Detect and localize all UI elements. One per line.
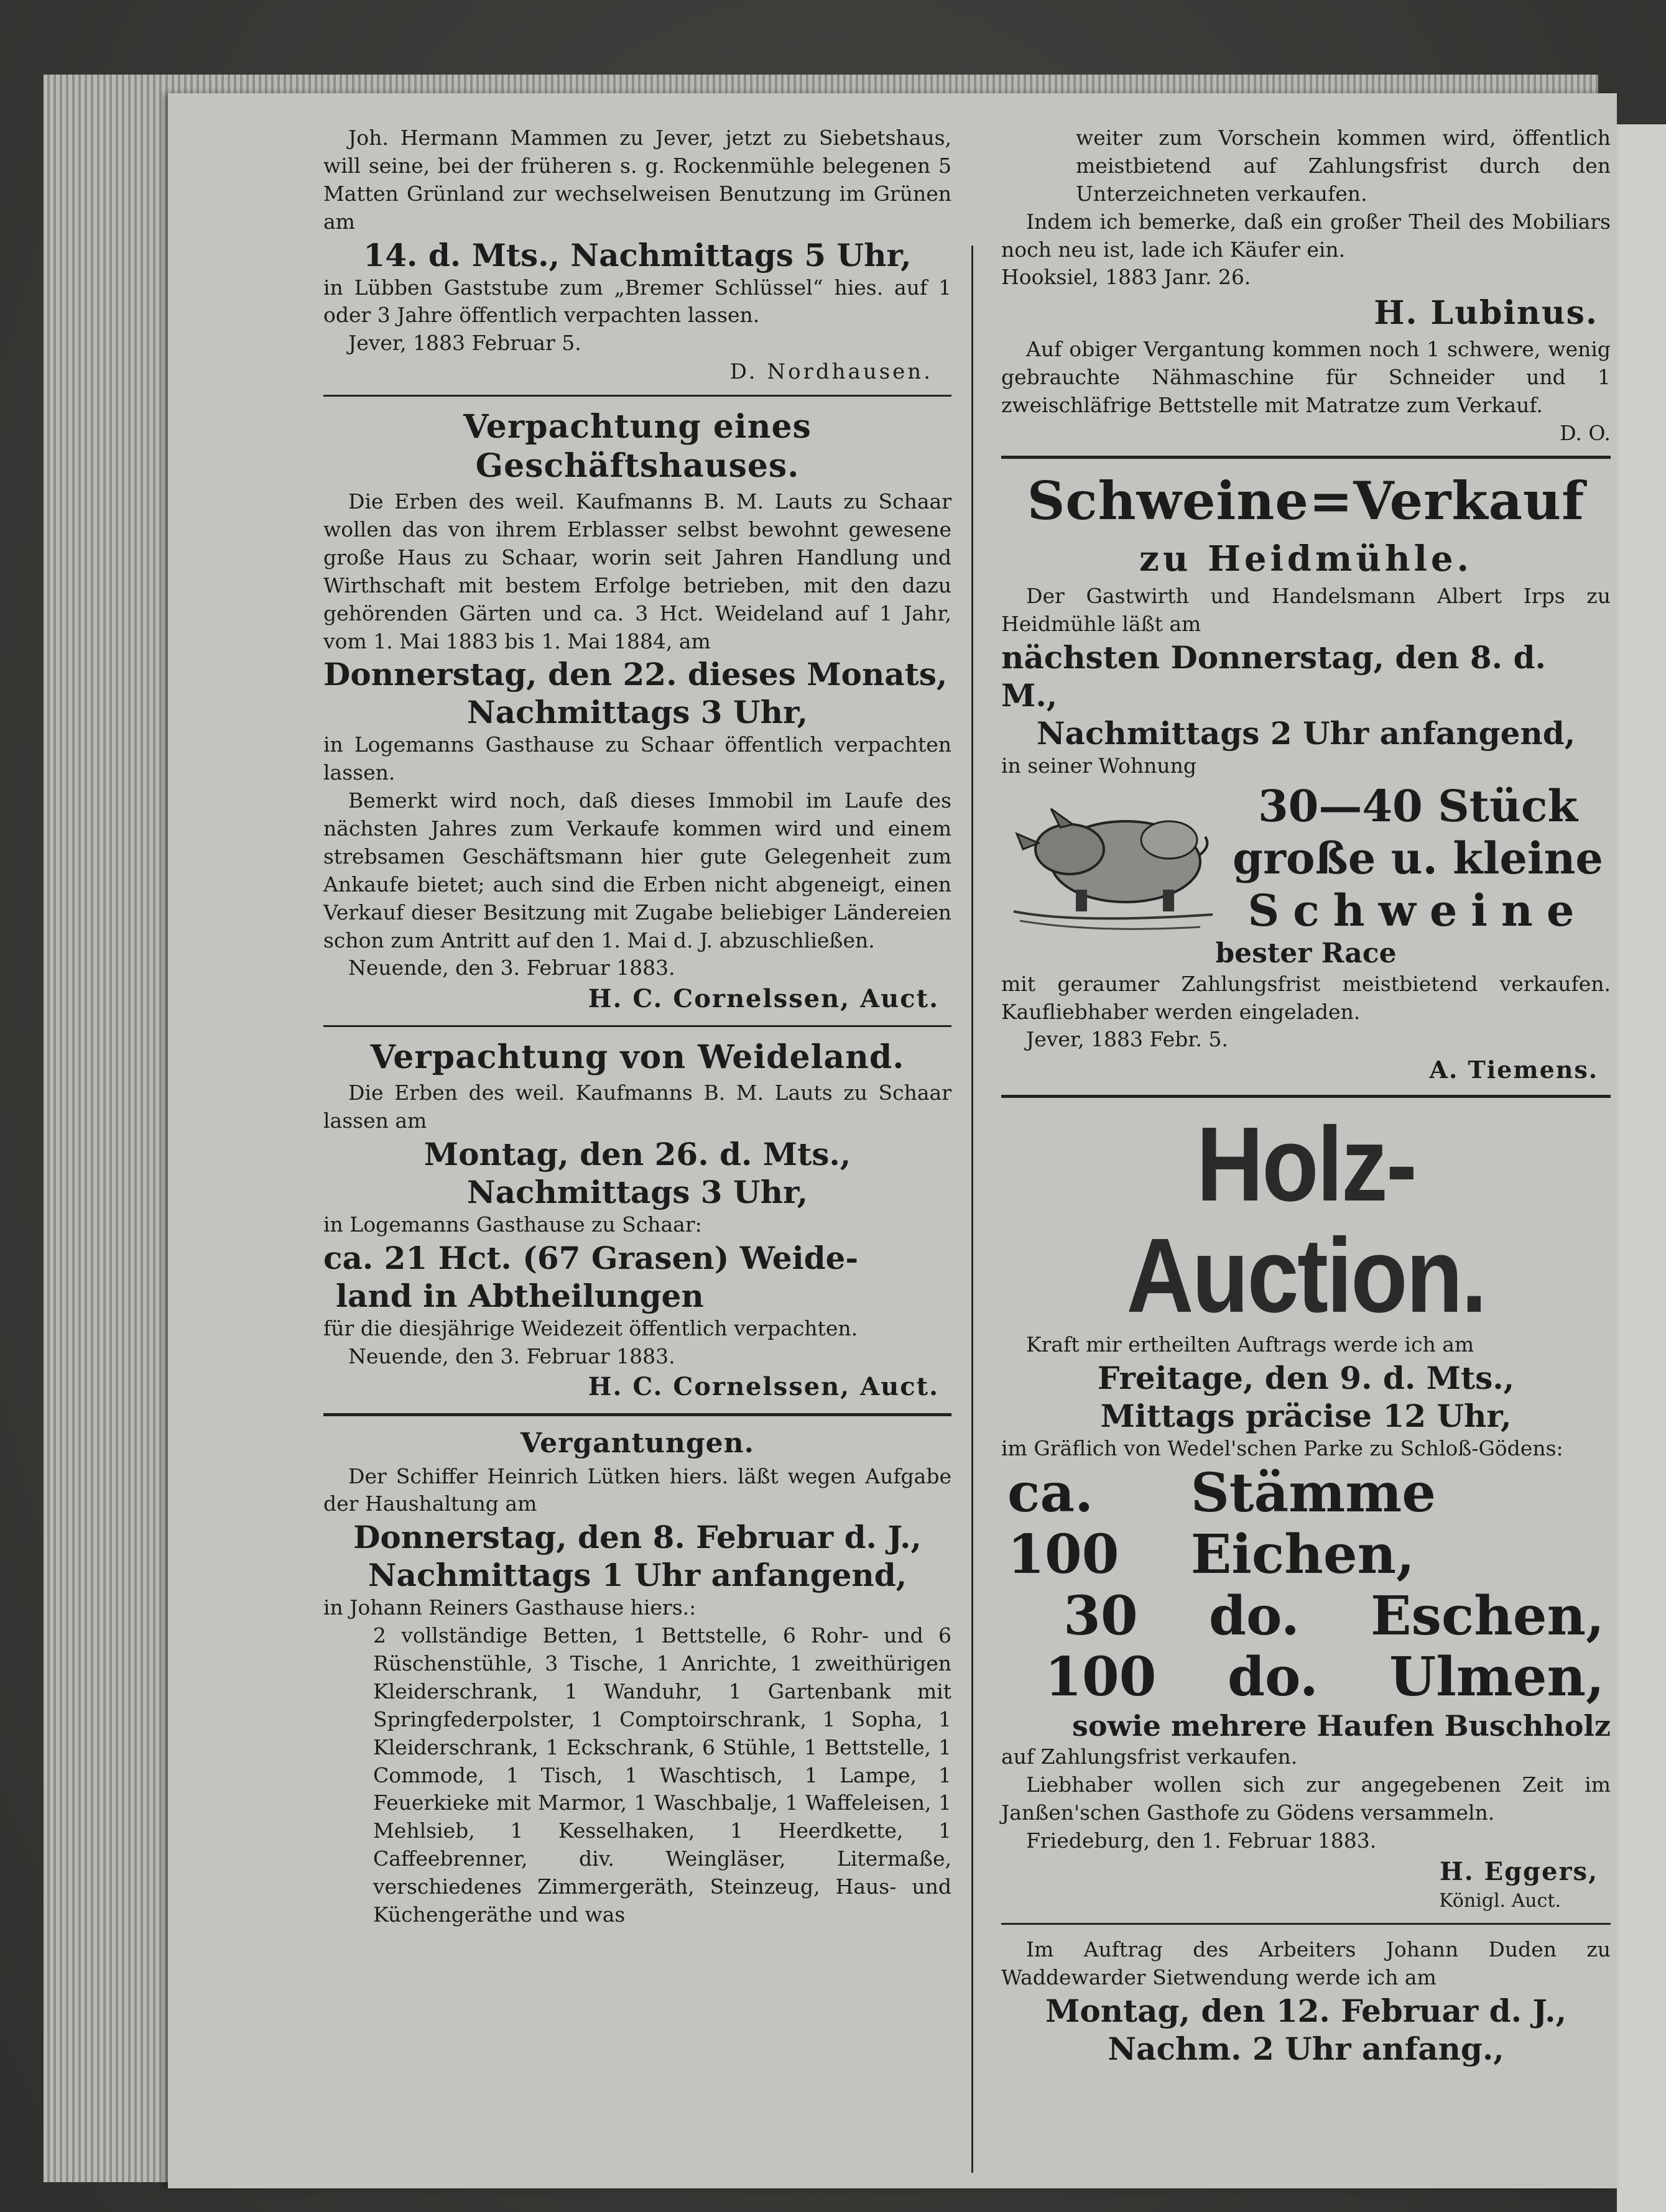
separator (323, 1025, 951, 1027)
tree-ditto: do. (1208, 1584, 1300, 1647)
ad-signature: A. Tiemens. (1429, 1056, 1598, 1084)
ad-date-line: Freitage, den 9. d. Mts., (1097, 1359, 1515, 1396)
ad-race: bester Race (1215, 938, 1397, 970)
ad-date-line: nächsten Donnerstag, den 8. d. M., (1001, 639, 1546, 714)
ad-text: mit geraumer Zahlungsfrist meistbietend verkaufen. Kaufliebhaber werden eingeladen. (1001, 971, 1611, 1024)
ad-initials: D. O. (1560, 420, 1611, 445)
ad-place-date: Jever, 1883 Febr. 5. (1026, 1027, 1228, 1052)
ad-item-line: ca. 21 Hct. (67 Grasen) Weide- (323, 1239, 859, 1276)
tree-ditto: do. (1227, 1646, 1318, 1709)
ad-schweine (1001, 470, 1611, 1086)
ad-place-date: Friedeburg, den 1. Februar 1883. (1026, 1828, 1377, 1853)
ad-text: Kraft mir ertheilten Auftrags werde ich am (1026, 1332, 1474, 1357)
ad-signature: H. C. Cornelssen, Auct. (588, 1372, 939, 1402)
offer-item: Schweine (1247, 885, 1588, 937)
separator (323, 395, 951, 397)
ad-mammen (323, 124, 951, 386)
ad-text: Bemerkt wird noch, daß dieses Immobil im Laufe des nächsten Jahres zum Verkaufe kommen wird und einem strebsamen Geschäftsmann hier gute Gelegenheit zum Ankaufe bietet; auch sind die Erben nicht abgeneigt, einen Verkauf dieser Besitzung mit Zugabe beliebiger Ländereien schon zum Antritt auf den 1. Mai d. J. abzuschließen. (323, 788, 951, 952)
ad-date-line: Montag, den 26. d. Mts., (423, 1135, 851, 1173)
tree-quantity: 30 (1063, 1584, 1138, 1647)
separator (1001, 456, 1611, 459)
tree-quantity: 100 (1045, 1646, 1157, 1709)
pig-offer-text (1225, 780, 1611, 937)
ad-items: 2 vollständige Betten, 1 Bettstelle, 6 Rohr- und 6 Rüschenstühle, 3 Tische, 1 Anrichte, 1 zweithürigen Kleiderschrank, 1 Wanduhr, 1 Gartenbank mit Springfederpolster, 1 Comptoirschrank, 1 Sopha, 1 Kleiderschrank, 1 Eckschrank, 6 Stühle, 1 Bettstelle, 1 Commode, 1 Tisch, 1 Waschtisch, 1 Lampe, 1 Feuerkieke mit Marmor, 1 Waschbalje, 1 Waffeleisen, 1 Mehlsieb, 1 Kesselhaken, 1 Heerdkette, 1 Caffeebrenner, div. Weingläser, Litermaße, verschiedenes Zimmergeräth, Steinzeug, Haus- und Küchengeräthe und was (373, 1623, 951, 1927)
ad-subheading: zu Heidmühle. (1139, 538, 1473, 580)
pig-illustration (1001, 781, 1225, 936)
ad-text: in Logemanns Gasthause zu Schaar öffentlich verpachten lassen. (323, 732, 951, 785)
ad-signature: H. C. Cornelssen, Auct. (588, 984, 939, 1014)
ad-text: Indem ich bemerke, daß ein großer Theil des Mobiliars noch neu ist, lade ich Käufer ein. (1001, 209, 1611, 262)
ad-text: Der Gastwirth und Handelsmann Albert Irps zu Heidmühle läßt am (1001, 584, 1611, 637)
ad-time-line: Nachmittags 3 Uhr, (466, 694, 808, 731)
facing-page-edge (1617, 124, 1666, 2212)
ad-time-line: Mittags präcise 12 Uhr, (1100, 1397, 1512, 1434)
ad-signature-title: Königl. Auct. (1439, 1890, 1561, 1912)
ad-place-date: Neuende, den 3. Februar 1883. (348, 956, 675, 980)
ad-vergantungen (323, 1427, 951, 1929)
ad-heading: Schweine=Verkauf (1027, 470, 1585, 532)
ad-time-line: Nachmittags 1 Uhr anfangend, (368, 1557, 907, 1594)
ad-text: in Johann Reiners Gasthause hiers.: (323, 1595, 696, 1620)
tree-line (1001, 1647, 1611, 1708)
tree-name: Eschen, (1370, 1584, 1604, 1647)
tree-name: Stämme Eichen, (1190, 1461, 1436, 1586)
tree-line (1001, 1463, 1611, 1586)
ad-lubinus (1001, 124, 1611, 447)
tree-line (1001, 1586, 1611, 1647)
ad-text: Die Erben des weil. Kaufmanns B. M. Lauts zu Schaar lassen am (323, 1081, 951, 1133)
ad-date-line: Montag, den 12. Februar d. J., (1045, 1992, 1567, 2029)
ad-text: für die diesjährige Weidezeit öffentlich verpachten. (323, 1316, 858, 1340)
ad-item-line: land in Abtheilungen (336, 1277, 704, 1314)
tree-line: sowie mehrere Haufen Buschholz (1072, 1709, 1611, 1743)
left-column (323, 124, 951, 1938)
ad-weideland (323, 1038, 951, 1404)
ad-text: im Gräflich von Wedel'schen Parke zu Schloß-Gödens: (1001, 1435, 1563, 1460)
ad-text: weiter zum Vorschein kommen wird, öffentlich meistbietend auf Zahlungsfrist durch den Unterzeichneten verkaufen. (1076, 126, 1611, 206)
ad-heading: Vergantungen. (521, 1427, 754, 1459)
ad-heading: Verpachtung von Weideland. (370, 1038, 905, 1076)
separator (323, 1413, 951, 1416)
tree-name: Ulmen, (1389, 1646, 1604, 1709)
ad-heading: Holz-Auction. (1126, 1105, 1486, 1335)
separator (1001, 1095, 1611, 1098)
ad-signature: D. Nordhausen. (729, 359, 933, 385)
ad-text: auf Zahlungsfrist verkaufen. (1001, 1744, 1298, 1769)
ad-text: Die Erben des weil. Kaufmanns B. M. Lauts zu Schaar wollen das von ihrem Erblasser selbst bewohnt gewesene große Haus zu Schaar, worin seit Jahren Handlung und Wirthschaft mit bestem Erfolge betrieben, mit den dazu gehörenden Gärten und ca. 3 Hct. Weideland auf 1 Jahr, vom 1. Mai 1883 bis 1. Mai 1884, am (323, 489, 951, 653)
tree-quantity: ca. 100 (1007, 1461, 1119, 1586)
ad-text: Der Schiffer Heinrich Lütken hiers. läßt wegen Aufgabe der Haushaltung am (323, 1463, 951, 1516)
ad-holz-auction (1001, 1105, 1611, 1914)
separator (1001, 1923, 1611, 1925)
ad-text: Im Auftrag des Arbeiters Johann Duden zu Waddewarder Sietwendung werde ich am (1001, 1937, 1611, 1989)
ad-geschaeftshaus (323, 408, 951, 1016)
pig-offer-block (1001, 780, 1611, 937)
offer-quantity: 30—40 Stück (1257, 780, 1578, 832)
ad-date-line: Donnerstag, den 8. Februar d. J., (353, 1519, 922, 1556)
ad-text: in Logemanns Gasthause zu Schaar: (323, 1212, 702, 1237)
ad-date-line: Donnerstag, den 22. dieses Monats, (323, 656, 948, 693)
ad-text: Liebhaber wollen sich zur angegebenen Zeit im Janßen'schen Gasthofe zu Gödens versammeln. (1001, 1772, 1611, 1825)
ad-time-line: Nachmittags 2 Uhr anfangend, (1036, 715, 1576, 752)
ad-text: Auf obiger Vergantung kommen noch 1 schwere, wenig gebrauchte Nähmaschine für Schneider und 1 zweischläfrige Bettstelle mit Matratze zum Verkauf. (1001, 336, 1611, 417)
ad-date-line: 14. d. Mts., Nachmittags 5 Uhr, (363, 236, 912, 274)
offer-sizes: große u. kleine (1233, 832, 1603, 885)
ad-time-line: Nachmittags 3 Uhr, (466, 1173, 808, 1210)
ad-signature: H. Lubinus. (1374, 294, 1598, 333)
ad-place-date: Hooksiel, 1883 Janr. 26. (1001, 265, 1251, 290)
ad-text: in seiner Wohnung (1001, 753, 1197, 778)
ad-place-date: Neuende, den 3. Februar 1883. (348, 1343, 675, 1368)
ad-signature: H. Eggers, (1439, 1856, 1598, 1886)
column-divider (971, 246, 973, 2173)
ad-duden (1001, 1936, 1611, 2068)
ad-text: Joh. Hermann Mammen zu Jever, jetzt zu Siebetshaus, will seine, bei der früheren s. g. Rockenmühle belegenen 5 Matten Grünland zur wechselweisen Benutzung im Grünen am (323, 126, 951, 234)
right-column (1001, 124, 1611, 2076)
ad-heading: Verpachtung eines Geschäftshauses. (463, 408, 812, 485)
ad-place-date: Jever, 1883 Februar 5. (348, 331, 581, 356)
ad-time-line: Nachm. 2 Uhr anfang., (1108, 2030, 1504, 2067)
ad-text: in Lübben Gaststube zum „Bremer Schlüssel“ hies. auf 1 oder 3 Jahre öffentlich verpachten lassen. (323, 275, 951, 328)
